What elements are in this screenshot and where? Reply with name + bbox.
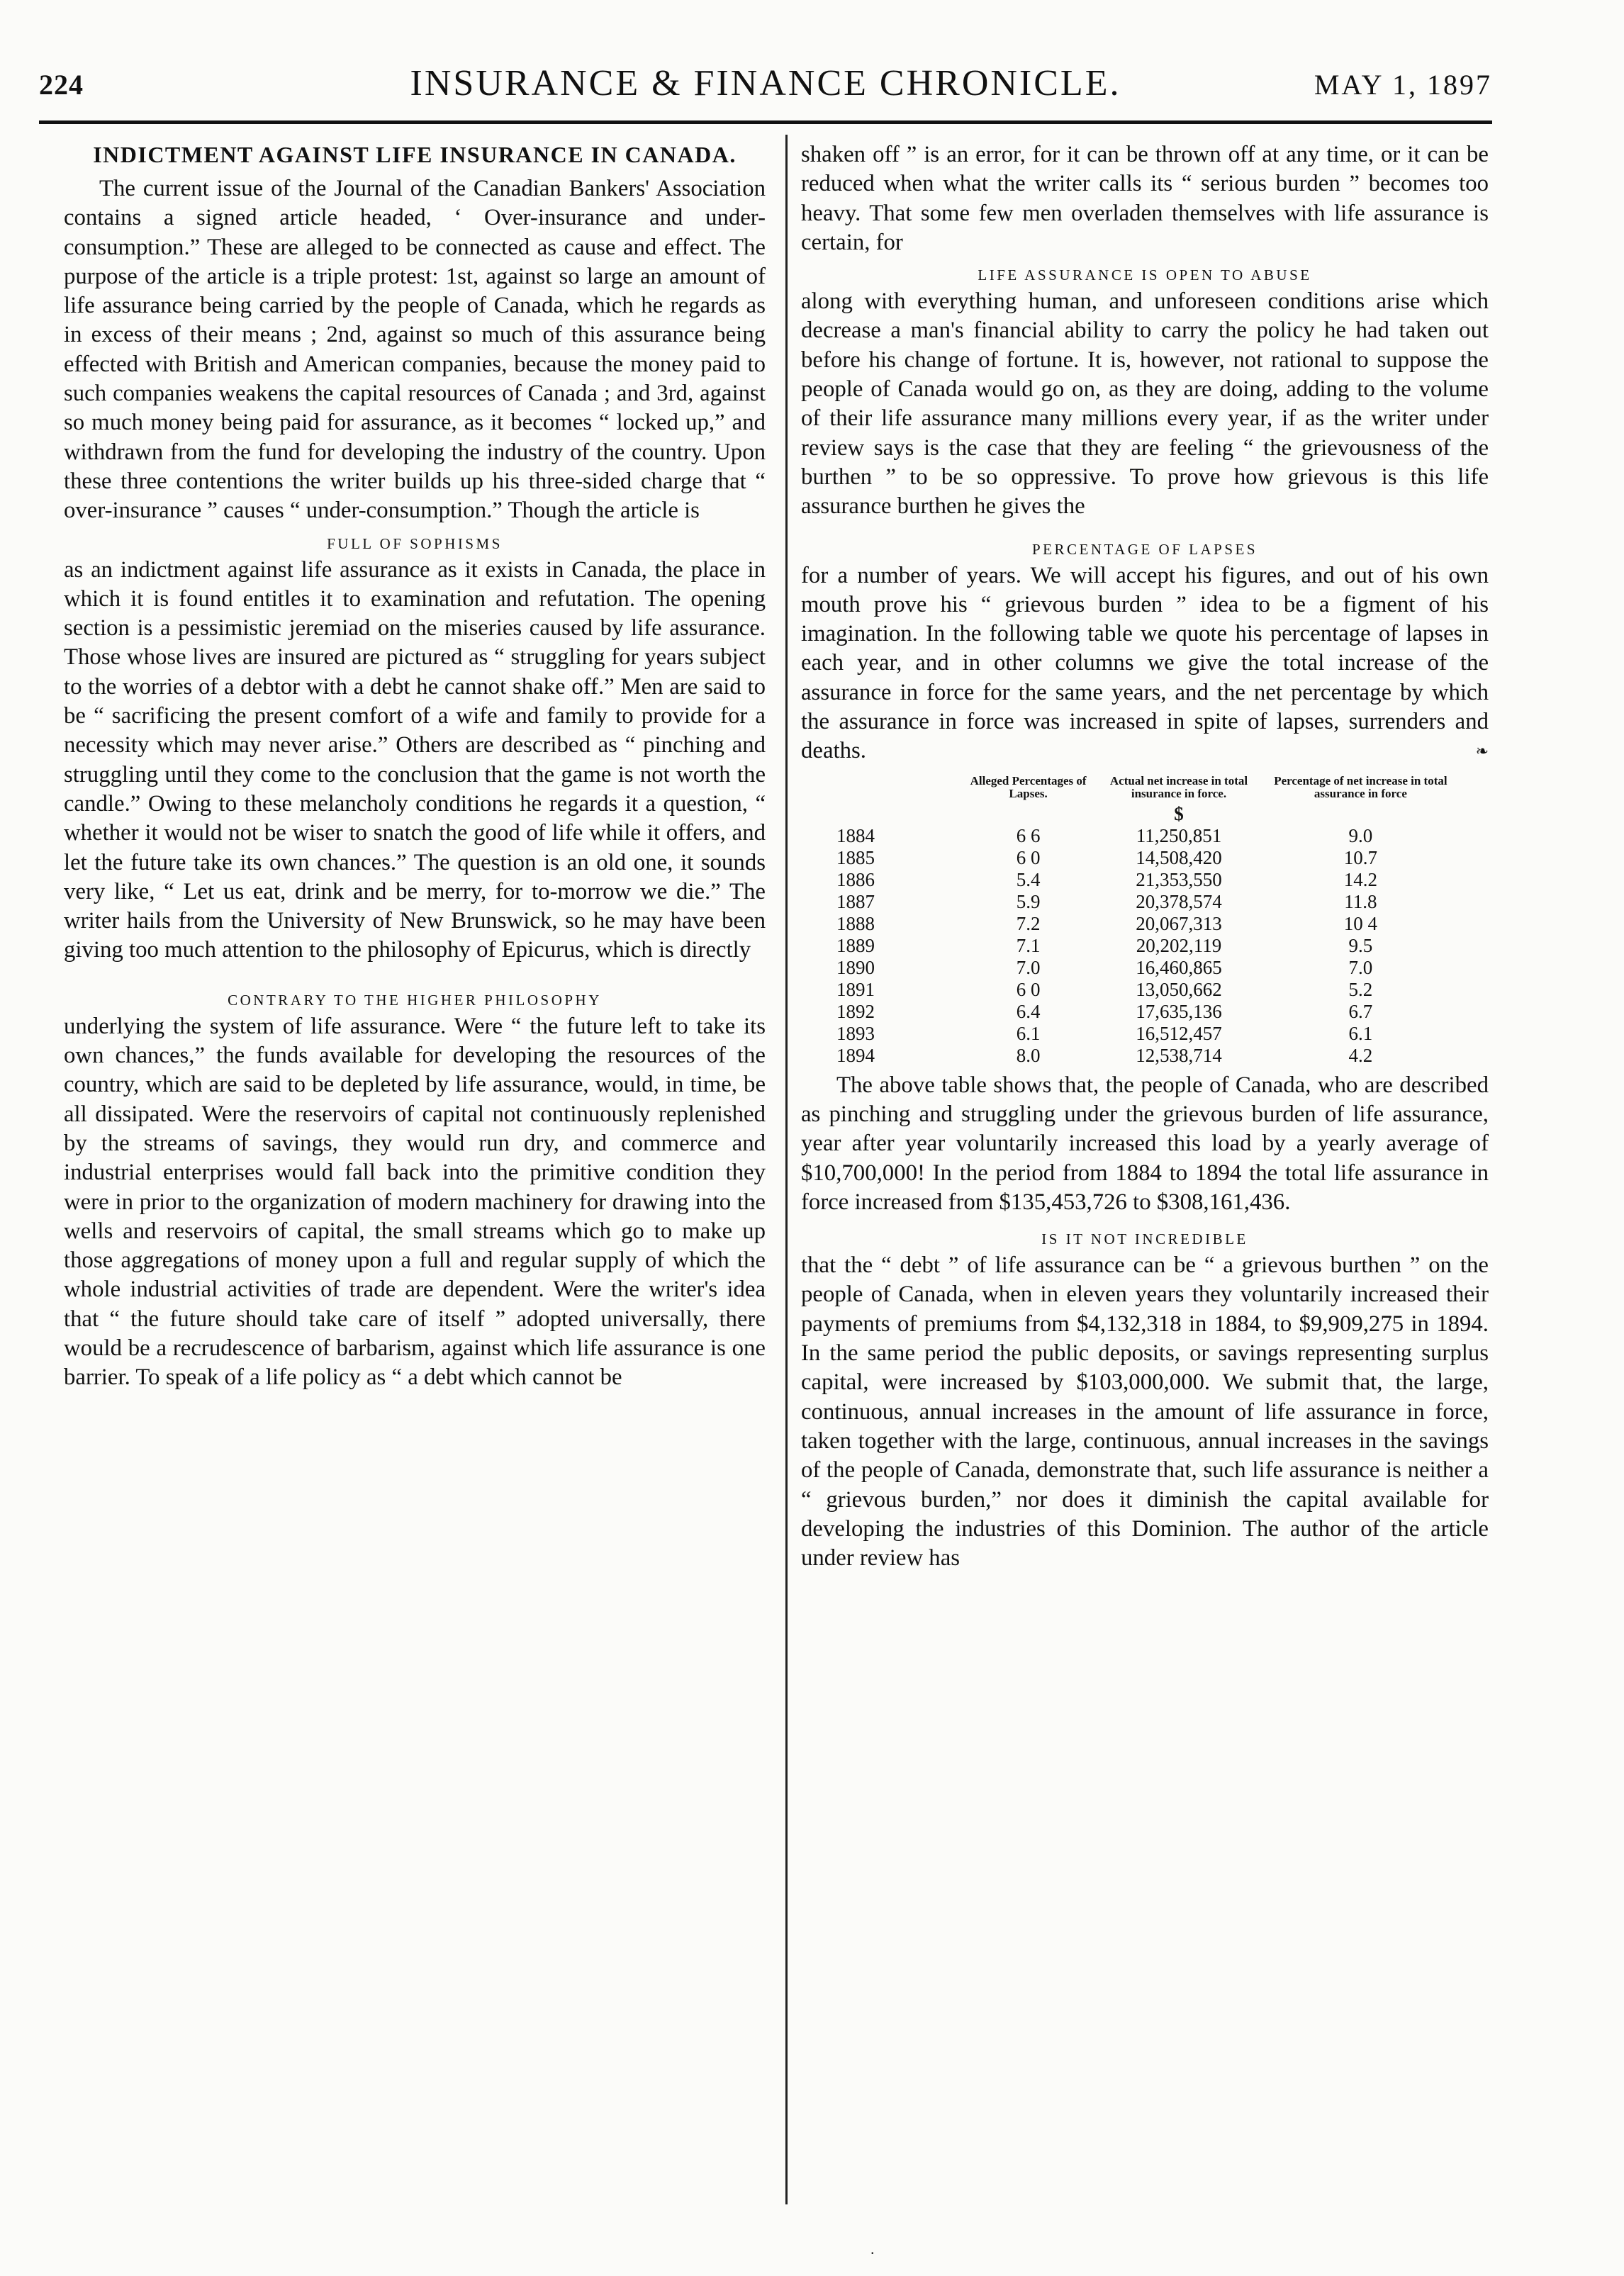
- cell-increase-pct: 7.0: [1348, 956, 1373, 978]
- table-row: [829, 979, 1453, 1001]
- subhead-contrary-philosophy: CONTRARY TO THE HIGHER PHILOSOPHY: [228, 991, 602, 1009]
- page-header: [39, 62, 1492, 112]
- cell-lapse-pct: 7.0: [1016, 956, 1041, 978]
- cell-lapse-pct: 7.1: [1016, 934, 1041, 956]
- page-mark: .: [870, 2240, 875, 2258]
- cell-lapse-pct: 5.4: [1016, 868, 1041, 890]
- cell-net-increase: 16,512,457: [1136, 1022, 1222, 1044]
- cell-year: 1893: [836, 1022, 875, 1044]
- cell-net-increase: 20,202,119: [1136, 934, 1222, 956]
- table-header-year: [829, 775, 967, 803]
- cell-net-increase: 11,250,851: [1136, 824, 1222, 846]
- left-column: [64, 140, 766, 1393]
- right-paragraph-3: [801, 561, 1489, 766]
- table-header-percentage: Percentage of net increase in total assurance in force: [1274, 773, 1447, 800]
- table-header-lapses: Alleged Percentages of Lapses.: [970, 773, 1087, 800]
- cell-year: 1892: [836, 1000, 875, 1022]
- cell-increase-pct: 14.2: [1343, 868, 1378, 890]
- right-column: [801, 140, 1489, 1573]
- cell-year: 1885: [836, 846, 875, 868]
- cell-net-increase: 20,378,574: [1136, 890, 1222, 912]
- subhead-percentage-of-lapses: PERCENTAGE OF LAPSES: [1031, 540, 1258, 558]
- article-title: INDICTMENT AGAINST LIFE INSURANCE IN CANADA.: [93, 142, 737, 167]
- right-paragraph-2: along with everything human, and unforeseen conditions arise which decrease a man's financial ability to carry the policy he had taken out before his change of fortune. It is, however, not rational to suppose the people of Canada would go on, as they are doing, adding to the volume of their life assurance many millions every year, if as the writer under review says is the case that they are feeling “ the grievousness of the burthen ” to be so oppressive. To prove how grievous is this life assurance burthen he gives the: [801, 288, 1489, 520]
- cell-increase-pct: 5.2: [1348, 978, 1373, 1000]
- cell-lapse-pct: 6.1: [1016, 1022, 1041, 1044]
- cell-increase-pct: 6.1: [1348, 1022, 1373, 1044]
- lapses-table: [829, 775, 1453, 1067]
- cell-increase-pct: 9.5: [1348, 934, 1373, 956]
- publication-title: INSURANCE & FINANCE CHRONICLE.: [410, 63, 1121, 103]
- cell-year: 1887: [836, 890, 875, 912]
- table-row: [829, 825, 1453, 847]
- subhead-open-to-abuse: LIFE ASSURANCE IS OPEN TO ABUSE: [978, 267, 1312, 284]
- cell-year: 1888: [836, 912, 875, 934]
- cell-net-increase: 14,508,420: [1136, 846, 1222, 868]
- cell-lapse-pct: 6 0: [1016, 978, 1041, 1000]
- table-row: [829, 1045, 1453, 1067]
- cell-lapse-pct: 5.9: [1016, 890, 1041, 912]
- table-row: [829, 847, 1453, 869]
- left-paragraph-3: underlying the system of life assurance. Were “ the future left to take its own chances,” the funds available for developing the resources of the country, which are said to be depleted by life assurance, would, in time, be all dissipated. Were the reservoirs of capital not continuously replenished by the streams of savings, they would run dry, and commerce and industrial enterprises would fall back into the primitive condition they were in prior to the organization of modern machinery for drawing into the wells and reservoirs of capital, the small streams which go to make up those aggregations of money upon a full and regular supply of which the whole industrial activities of trade are dependent. Were the writer's idea that “ the future should take care of itself ” adopted universally, there would be a recrudescence of barbarism, against which life assurance is one barrier. To speak of a life policy as “ a debt which cannot be: [64, 1013, 766, 1391]
- cell-net-increase: 20,067,313: [1136, 912, 1222, 934]
- right-paragraph-3-text: for a number of years. We will accept his figures, and out of his own mouth prove his “ grievous burden ” idea to be a figment of his imagination. In the following table we quote his percentage of lapses in each year, and in other columns we give the total increase of the assurance in force for the same years, and the net percentage by which the assurance in force was increased in spite of lapses, surrenders and deaths.: [801, 562, 1489, 764]
- cell-increase-pct: 10 4: [1343, 912, 1378, 934]
- cell-year: 1884: [836, 824, 875, 846]
- cell-increase-pct: 6.7: [1348, 1000, 1373, 1022]
- subhead-not-incredible: IS IT NOT INCREDIBLE: [1041, 1231, 1248, 1248]
- page-number: 224: [39, 69, 84, 101]
- left-paragraph-1: The current issue of the Journal of the Canadian Bankers' Association contains a signed article headed, ‘ Over-insurance and under-consumption.” These are alleged to be connected as cause and effect. The purpose of the article is a triple protest: 1st, against so large an amount of life assurance being carried by the people of Canada, which he regards as in excess of their means ; 2nd, against so much of this assurance being effected with British and American companies, because the money paid to such companies weakens the capital resources of Canada ; and 3rd, against so much money being paid for assurance, as it becomes “ locked up,” and withdrawn from the fund for developing the industry of the country. Upon these three contentions the writer builds up his three-sided charge that “ over-insurance ” causes “ under-consumption.” Though the article is: [64, 176, 766, 524]
- currency-symbol: $: [1174, 802, 1184, 824]
- table-header-row: [829, 775, 1453, 803]
- table-body: [829, 825, 1453, 1067]
- fleuron-ornament: ❧: [1475, 742, 1489, 761]
- cell-year: 1886: [836, 868, 875, 890]
- right-paragraph-4: The above table shows that, the people of Canada, who are described as pinching and struggling under the grievous burden of life assurance, year after year voluntarily increased this load by a yearly average of $10,700,000! In the period from 1884 to 1894 the total life assurance in force increased from $135,453,726 to $308,161,436.: [801, 1072, 1489, 1215]
- table-row: [829, 1001, 1453, 1023]
- cell-year: 1891: [836, 978, 875, 1000]
- cell-year: 1894: [836, 1044, 875, 1066]
- cell-lapse-pct: 7.2: [1016, 912, 1041, 934]
- cell-lapse-pct: 6 6: [1016, 824, 1041, 846]
- table-row: [829, 913, 1453, 935]
- cell-lapse-pct: 8.0: [1016, 1044, 1041, 1066]
- subhead-full-of-sophisms: FULL OF SOPHISMS: [327, 534, 503, 552]
- column-divider: [785, 135, 788, 2204]
- cell-net-increase: 13,050,662: [1136, 978, 1222, 1000]
- right-paragraph-5: that the “ debt ” of life assurance can be “ a grievous burthen ” on the people of Canada, when in eleven years they voluntarily increased their payments of premiums from $4,132,318 in 1884, to $9,909,275 in 1894. In the same period the public deposits, or savings representing surplus capital, were increased by $103,000,000. We submit that, the large, continuous, annual increases in the amount of life assurance in force, taken together with the large, continuous, annual increases in the savings of the people of Canada, demonstrate that, such life assurance is neither a “ grievous burden,” nor does it diminish the capital available for developing the industries of this Dominion. The author of the article under review has: [801, 1252, 1489, 1571]
- header-rule: [39, 120, 1492, 124]
- currency-row: [829, 803, 1453, 825]
- table-row: [829, 935, 1453, 957]
- cell-increase-pct: 10.7: [1343, 846, 1378, 868]
- cell-net-increase: 16,460,865: [1136, 956, 1222, 978]
- issue-date: MAY 1, 1897: [1314, 69, 1492, 101]
- table-row: [829, 869, 1453, 891]
- table-header-increase: Actual net increase in total insurance in force.: [1109, 773, 1248, 800]
- left-paragraph-2: as an indictment against life assurance as it exists in Canada, the place in which it is found entitles it to examination and refutation. The opening section is a pessimistic jeremiad on the miseries caused by life assurance. Those whose lives are insured are pictured as “ struggling for years subject to the worries of a debtor with a debt he cannot shake off.” Men are said to be “ sacrificing the present comfort of a wife and family to provide for a necessity which may never arise.” Others are described as “ pinching and struggling until they come to the conclusion that the game is not worth the candle.” Owing to these melancholy conditions he regards it a question, “ whether it would not be wiser to snatch the good of life while it offers, and let the future take its own chances.” The question is an old one, it sounds very like, “ Let us eat, drink and be merry, for to-morrow we die.” The writer hails from the University of New Brunswick, so he may have been giving too much attention to the philosophy of Epicurus, which is directly: [64, 556, 766, 963]
- table-row: [829, 957, 1453, 979]
- cell-net-increase: 12,538,714: [1136, 1044, 1222, 1066]
- right-paragraph-1: shaken off ” is an error, for it can be thrown off at any time, or it can be reduced when what the writer calls its “ serious burden ” becomes too heavy. That some few men overladen themselves with life assurance is certain, for: [801, 142, 1489, 255]
- cell-lapse-pct: 6 0: [1016, 846, 1041, 868]
- cell-increase-pct: 9.0: [1348, 824, 1373, 846]
- cell-year: 1890: [836, 956, 875, 978]
- cell-increase-pct: 4.2: [1348, 1044, 1373, 1066]
- table-row: [829, 891, 1453, 913]
- cell-increase-pct: 11.8: [1344, 890, 1377, 912]
- cell-year: 1889: [836, 934, 875, 956]
- cell-net-increase: 21,353,550: [1136, 868, 1222, 890]
- cell-lapse-pct: 6.4: [1016, 1000, 1041, 1022]
- cell-net-increase: 17,635,136: [1136, 1000, 1222, 1022]
- table-row: [829, 1023, 1453, 1045]
